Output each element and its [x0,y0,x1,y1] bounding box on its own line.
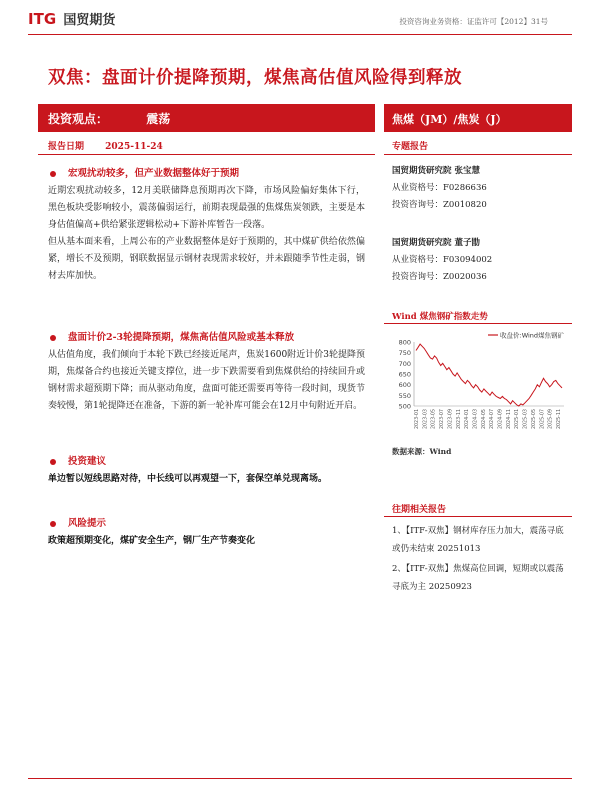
date-divider [38,154,375,155]
x-tick-label: 2025-01 [515,409,521,430]
y-tick-label: 500 [398,402,411,411]
past-report-1[interactable]: 1、【ITF-双焦】钢材库存压力加大，震荡寻底或仍未结束 20251013 [392,526,564,554]
paragraph: 近期宏观扰动较多，12月美联储降息预期再次下降，市场风险偏好集体下行，黑色板块受影响较小，震荡偏弱运行，前期表现最强的焦煤焦炭领跌，主要是本身估值偏高+供给紧张逻辑松动+下游补库暂告一段落。 [48,186,365,230]
section-heading: 盘面计价2-3轮提降预期，煤焦高估值风险或基本释放 [48,332,365,344]
license-text: 投资咨询业务资格：证监许可【2012】31号 [399,17,548,26]
chart-svg [392,326,570,436]
view-bar [38,104,375,132]
section-risk [48,518,365,550]
analyst-1: 国贸期货研究院 张宝慧 从业资格号：F0286636 投资咨询号：Z0010820 [392,166,487,210]
view-value: 震荡 [146,112,171,126]
x-tick-label: 2024-09 [498,409,504,430]
chart-title: Wind 煤焦钢矿指数走势 [392,312,488,322]
x-tick-label: 2024-05 [481,409,487,430]
past-reports-label: 往期相关报告 [392,505,447,515]
x-tick-label: 2025-09 [548,409,554,430]
view-label: 投资观点： [48,112,109,126]
paragraph: 单边暂以短线思路对待，中长线可以再观望一下，套保空单兑现离场。 [48,474,328,484]
y-tick-label: 600 [398,381,411,390]
section-macro [48,168,365,285]
x-tick-label: 2024-11 [506,409,512,430]
series-line [416,344,562,406]
index-chart [392,326,570,440]
analyst-2: 国贸期货研究院 董子勖 从业资格号：F03094002 投资咨询号：Z0020036 [392,238,493,282]
section-heading: 风险提示 [48,518,365,530]
report-date [48,139,163,152]
legend-label: 收盘价:Wind煤焦钢矿 [500,331,565,340]
itg-logo [28,9,115,28]
x-tick-label: 2023-07 [440,409,446,430]
x-tick-label: 2025-05 [531,409,537,430]
x-tick-label: 2023-03 [423,409,429,430]
chart-source: 数据来源：Wind [392,447,452,456]
bullet-icon [50,171,56,177]
header-divider [28,34,572,35]
section-advice [48,456,365,488]
x-tick-label: 2025-11 [557,409,562,430]
paragraph: 政策超预期变化，煤矿安全生产，钢厂生产节奏变化 [48,536,256,546]
report-title: 双焦：盘面计价提降预期，煤焦高估值风险得到释放 [48,68,462,88]
report-date-label: 报告日期 [48,142,85,152]
bullet-icon [50,521,56,527]
y-tick-label: 550 [398,391,411,400]
bullet-icon [50,335,56,341]
x-tick-label: 2024-01 [465,409,471,430]
x-tick-label: 2023-11 [456,409,462,430]
y-tick-label: 800 [398,338,411,347]
page-header [0,0,600,34]
x-tick-label: 2025-03 [523,409,529,430]
y-tick-label: 750 [398,349,411,358]
x-tick-label: 2024-03 [473,409,479,430]
section-valuation [48,332,365,415]
x-tick-label: 2023-09 [448,409,454,430]
section-heading: 宏观扰动较多，但产业数据整体好于预期 [48,168,365,180]
x-tick-label: 2023-05 [431,409,437,430]
chart-divider [384,323,572,324]
x-tick-label: 2024-07 [490,409,496,430]
x-tick-label: 2023-01 [415,409,420,430]
past-divider [384,516,572,517]
logo-cn: 国贸期货 [63,13,116,28]
bullet-icon [50,459,56,465]
section-heading: 投资建议 [48,456,365,468]
past-report-2[interactable]: 2、【ITF-双焦】焦煤高位回调，短期或以震荡寻底为主 20250923 [392,564,564,592]
y-tick-label: 650 [398,370,411,379]
product-bar: 焦煤（JM）/焦炭（J） [384,104,572,132]
right-divider [384,154,572,155]
footer-divider [28,778,572,779]
y-tick-label: 700 [398,359,411,368]
paragraph: 从估值角度，我们倾向于本轮下跌已经接近尾声，焦炭1600附近计价3轮提降预期，焦煤备合约也接近关键支撑位，进一步下跌需要看到焦煤供给的持续回升或钢材需求超预期下降；而从驱动角度，盘面可能还需要再等待一段时间，现货节奏较慢，第1轮提降还在准备，下游的新一轮补库可能会在12月中旬附近开启。 [48,350,365,411]
paragraph: 但从基本面来看，上周公布的产业数据整体是好于预期的，其中煤矿供给依然偏紧，增长不及预期，钢联数据显示钢材表现需求较好，并未跟随季节性走弱，钢材去库加快。 [48,237,365,281]
x-tick-label: 2025-07 [540,409,546,430]
special-report-label: 专题报告 [392,142,429,152]
report-date-value: 2025-11-24 [105,142,163,152]
logo-itg: ITG [28,10,57,28]
